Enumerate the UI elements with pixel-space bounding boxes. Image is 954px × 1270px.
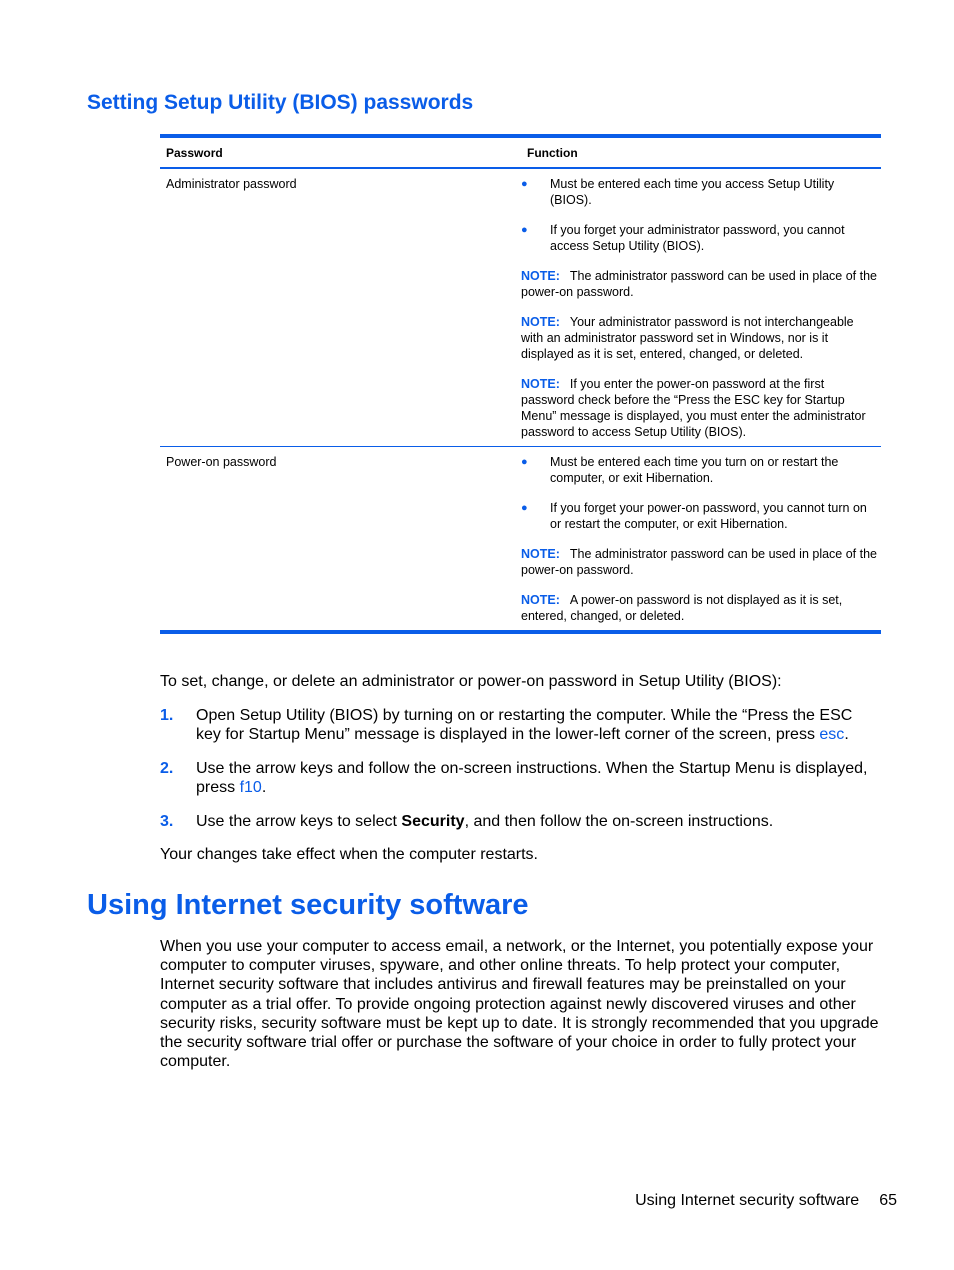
step-item	[160, 759, 881, 797]
bullet-text: If you forget your power-on password, you cannot turn on or restart the computer, or exit Hibernation.	[550, 501, 867, 531]
section-heading: Setting Setup Utility (BIOS) passwords	[87, 91, 474, 114]
note-label: NOTE:	[521, 377, 560, 391]
step-number: 2.	[160, 760, 174, 777]
step-text-part: Use the arrow keys to select	[196, 813, 402, 830]
note-text: The administrator password can be used in place of the power-on password.	[521, 269, 878, 299]
step-text-part: Use the arrow keys and follow the on-screen instructions. When the Startup Menu is displayed, press	[196, 760, 868, 796]
note-text: The administrator password can be used in place of the power-on password.	[521, 547, 878, 577]
note-text: A power-on password is not displayed as it is set, entered, changed, or deleted.	[521, 593, 843, 623]
step-item	[160, 706, 881, 744]
step-text	[196, 706, 881, 744]
bullet-text: If you forget your administrator password, you cannot access Setup Utility (BIOS).	[550, 223, 845, 253]
step-text-part: .	[844, 726, 849, 743]
key-esc: esc	[819, 726, 845, 743]
password-type: Power-on password	[166, 455, 277, 469]
list-item	[521, 176, 877, 208]
outro-text: Your changes take effect when the computer restarts.	[160, 846, 538, 863]
page-footer	[635, 1192, 897, 1210]
note-label: NOTE:	[521, 547, 560, 561]
steps-list	[160, 706, 881, 846]
note-label: NOTE:	[521, 593, 560, 607]
password-table	[160, 134, 881, 634]
step-text-part: .	[261, 779, 267, 796]
bullet-icon: ●	[521, 178, 528, 190]
table-row	[160, 169, 881, 447]
function-cell	[521, 447, 881, 630]
list-item	[521, 500, 877, 532]
list-item	[521, 454, 877, 486]
footer-label: Using Internet security software	[635, 1192, 860, 1209]
key-f10: f10	[239, 779, 262, 796]
step-item	[160, 812, 881, 831]
table-row	[160, 447, 881, 630]
step-text	[196, 759, 881, 797]
note-text: If you enter the power-on password at the first password check before the “Press the ESC key for Startup Menu” message is displayed, you must enter the administrator password to access Setup Utility (BIOS).	[521, 377, 866, 439]
step-text-part: , and then follow the on-screen instructions.	[464, 813, 774, 830]
table-header	[160, 138, 881, 169]
chapter-paragraph: When you use your computer to access email, a network, or the Internet, you potentially expose your computer to computer viruses, spyware, and other online threats. To help protect your computer, Internet security software that includes antivirus and firewall features may be preinstalled on your computer as a trial offer. To provide ongoing protection against newly discovered viruses and other security risks, security software must be kept up to date. It is strongly recommended that you upgrade the security software trial offer or purchase the software of your choice in order to fully protect your computer.	[160, 938, 879, 1071]
note	[521, 546, 877, 578]
bullet-icon: ●	[521, 224, 528, 236]
bullet-text: Must be entered each time you turn on or restart the computer, or exit Hibernation.	[550, 455, 839, 485]
note-label: NOTE:	[521, 315, 560, 329]
column-header-function: Function	[527, 145, 578, 160]
bullet-icon: ●	[521, 456, 528, 468]
step-text-part: Open Setup Utility (BIOS) by turning on or restarting the computer. While the “Press the ESC key for Startup Menu” message is displayed in the lower-left corner of the screen, press	[196, 707, 853, 743]
password-type: Administrator password	[166, 177, 297, 191]
intro-text: To set, change, or delete an administrator or power-on password in Setup Utility (BIOS):	[160, 673, 782, 690]
step-text	[196, 812, 881, 831]
bullet-text: Must be entered each time you access Setup Utility (BIOS).	[550, 177, 835, 207]
bullet-icon: ●	[521, 502, 528, 514]
note	[521, 268, 877, 300]
note	[521, 376, 877, 440]
security-term: Security	[401, 813, 465, 830]
list-item	[521, 222, 877, 254]
step-number: 3.	[160, 813, 174, 830]
function-cell	[521, 169, 881, 446]
column-header-password: Password	[166, 145, 223, 160]
note	[521, 314, 877, 362]
note-text: Your administrator password is not interchangeable with an administrator password set in Windows, nor is it displayed as it is set, entered, changed, or deleted.	[521, 315, 854, 361]
step-number: 1.	[160, 707, 174, 724]
chapter-heading: Using Internet security software	[87, 889, 529, 921]
note-label: NOTE:	[521, 269, 560, 283]
page-number: 65	[879, 1192, 897, 1209]
note	[521, 592, 877, 624]
